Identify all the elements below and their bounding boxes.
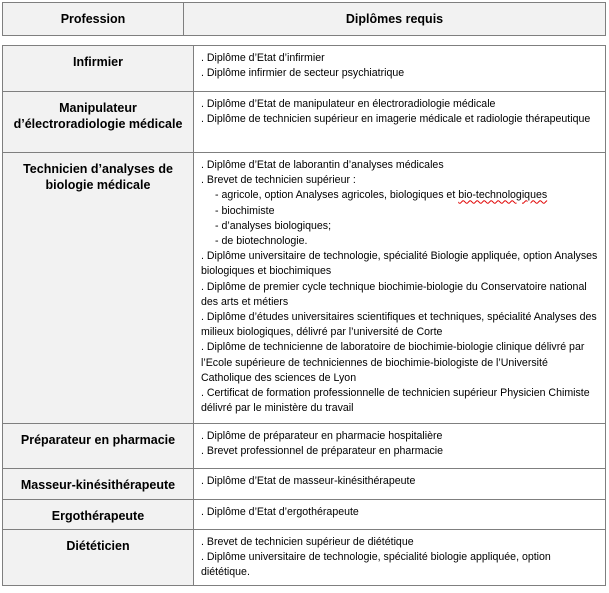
table-row xyxy=(3,153,606,424)
profession-cell: Manipulateur d’électroradiologie médicale xyxy=(3,92,194,153)
diploma-line: . Diplôme d’Etat d’ergothérapeute xyxy=(201,506,359,518)
header-table xyxy=(2,2,606,36)
diploma-line: . Diplôme d’Etat de masseur-kinésithérapeute xyxy=(201,475,416,487)
header-row xyxy=(3,3,606,36)
diploma-subline xyxy=(201,188,599,203)
diploma-line: . Brevet de technicien supérieur : xyxy=(201,174,356,187)
diploma-line: . Brevet de technicien supérieur de diététique xyxy=(201,536,414,548)
diploma-line: . Diplôme universitaire de technologie, spécialité Biologie appliquée, option Analyses biologiques et biochimiques xyxy=(201,250,598,278)
diploma-subline: - biochimiste xyxy=(215,204,275,217)
diploma-line: . Diplôme universitaire de technologie, spécialité biologie appliquée, option diététique. xyxy=(201,551,551,579)
diplomes-cell xyxy=(194,530,606,586)
profession-cell: Ergothérapeute xyxy=(3,500,194,530)
diploma-line: . Diplôme de premier cycle technique biochimie-biologie du Conservatoire national des arts et métiers xyxy=(201,280,587,308)
diplomes-cell xyxy=(194,92,606,153)
diploma-subline: - d’analyses biologiques; xyxy=(215,219,332,232)
table-row xyxy=(3,469,606,500)
table-row xyxy=(3,500,606,530)
diploma-line: . Diplôme de technicienne de laboratoire de biochimie-biologie clinique délivré par l’Ecole supérieure de techniciennes de biochimie-biologiste de l’Université Catholique des sciences de Lyon xyxy=(201,341,585,384)
diploma-line: . Diplôme de préparateur en pharmacie hospitalière xyxy=(201,430,443,442)
table-row xyxy=(3,530,606,586)
header-diplomes: Diplômes requis xyxy=(184,3,606,36)
diploma-line: . Diplôme d’Etat d’infirmier xyxy=(201,52,325,64)
table-row xyxy=(3,424,606,469)
diplomes-cell xyxy=(194,46,606,92)
profession-cell: Préparateur en pharmacie xyxy=(3,424,194,469)
spellcheck-word: bio-technologiques xyxy=(458,189,548,202)
diplomes-cell xyxy=(194,153,606,424)
diploma-line: . Diplôme de technicien supérieur en imagerie médicale et radiologie thérapeutique xyxy=(201,113,591,126)
diploma-line: . Certificat de formation professionnelle de technicien supérieur Physicien Chimiste délivré par le ministère du travail xyxy=(201,387,590,415)
diploma-subline: - de biotechnologie. xyxy=(215,235,308,248)
table-row xyxy=(3,46,606,92)
diplomes-cell xyxy=(194,469,606,500)
table-row xyxy=(3,92,606,153)
diploma-line: . Diplôme d’Etat de manipulateur en électroradiologie médicale xyxy=(201,98,496,110)
header-profession: Profession xyxy=(3,3,184,36)
diplomes-cell xyxy=(194,424,606,469)
profession-cell: Infirmier xyxy=(3,46,194,92)
diplomes-cell xyxy=(194,500,606,530)
diploma-line: . Diplôme d’Etat de laborantin d’analyses médicales xyxy=(201,159,444,171)
diploma-subline-text: - agricole, option Analyses agricoles, biologiques et xyxy=(215,189,459,202)
profession-cell: Diététicien xyxy=(3,530,194,586)
diploma-line: . Diplôme infirmier de secteur psychiatrique xyxy=(201,67,405,80)
diploma-line: . Brevet professionnel de préparateur en pharmacie xyxy=(201,445,444,458)
profession-cell: Technicien d’analyses de biologie médicale xyxy=(3,153,194,424)
diploma-line: . Diplôme d’études universitaires scientifiques et techniques, spécialité Analyses des milieux biologiques, délivré par l’université de Corte xyxy=(201,311,597,339)
diplomas-table xyxy=(2,45,606,586)
profession-cell: Masseur-kinésithérapeute xyxy=(3,469,194,500)
